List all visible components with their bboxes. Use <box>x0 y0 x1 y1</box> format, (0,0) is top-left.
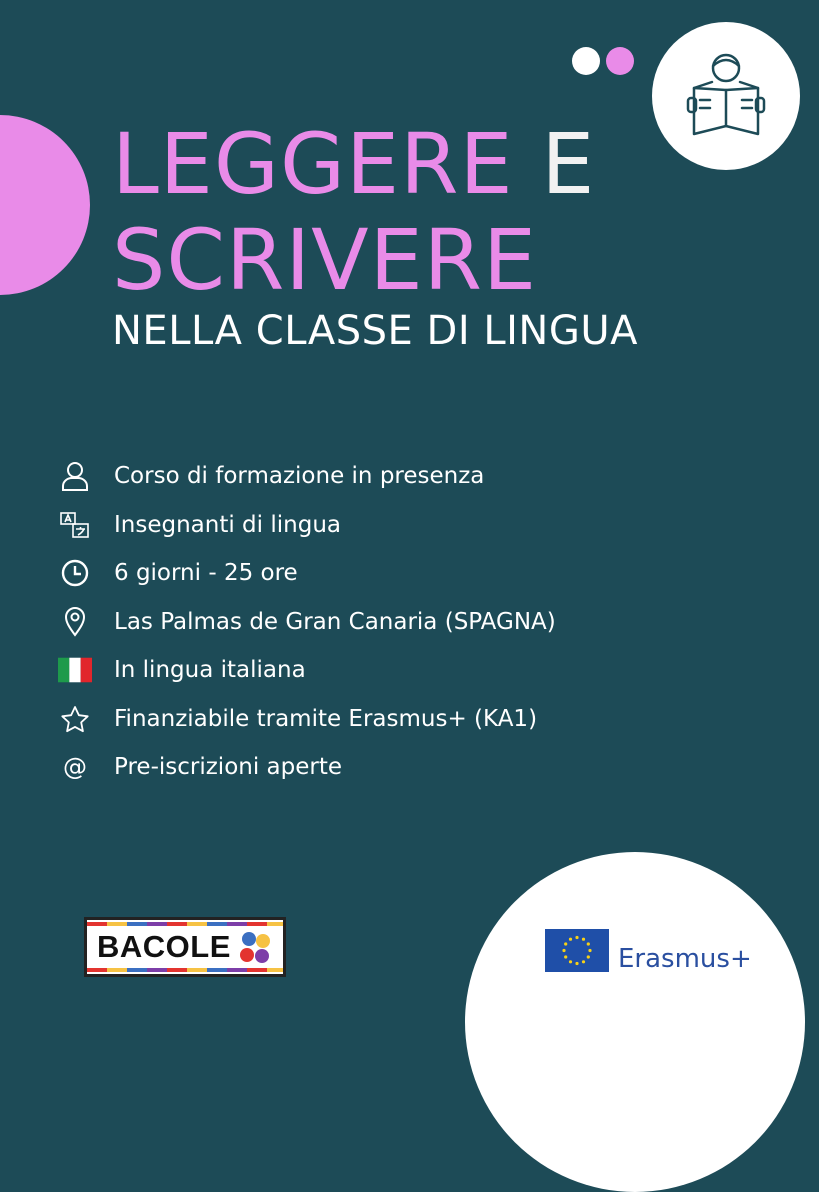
title-line-1 <box>112 115 596 213</box>
bacole-logo <box>84 917 286 977</box>
location-pin-icon <box>58 607 92 637</box>
title-e: E <box>541 115 596 213</box>
at-icon <box>58 752 92 782</box>
feature-text: Las Palmas de Gran Canaria (SPAGNA) <box>114 608 556 635</box>
bacole-logo-text: BACOLE <box>97 929 231 964</box>
svg-text:@: @ <box>63 753 87 782</box>
eu-flag-icon <box>545 929 609 972</box>
list-item <box>58 501 556 550</box>
decorative-dot-pink <box>606 47 634 75</box>
list-item <box>58 695 556 744</box>
feature-text: In lingua italiana <box>114 657 306 684</box>
reading-person-badge <box>652 22 800 170</box>
list-item <box>58 549 556 598</box>
title-leggere: LEGGERE <box>112 115 514 213</box>
star-icon <box>58 704 92 734</box>
feature-text: Finanziabile tramite Erasmus+ (KA1) <box>114 705 538 732</box>
erasmus-badge-background <box>465 852 805 1192</box>
subtitle: NELLA CLASSE DI LINGUA <box>112 308 638 354</box>
feature-text: Insegnanti di lingua <box>114 511 341 538</box>
title-line-2: SCRIVERE <box>112 211 538 309</box>
translate-icon <box>58 510 92 540</box>
bacole-logo-stripe-top <box>87 922 283 926</box>
clock-icon <box>58 558 92 588</box>
feature-list <box>58 452 556 792</box>
list-item <box>58 743 556 792</box>
feature-text: Corso di formazione in presenza <box>114 463 485 490</box>
erasmus-logo-text: Erasmus+ <box>618 944 752 974</box>
reading-book-icon <box>684 52 768 142</box>
person-icon <box>58 461 92 491</box>
italy-flag-icon <box>58 655 92 685</box>
decorative-dot-white <box>572 47 600 75</box>
decorative-half-circle <box>0 115 90 295</box>
feature-text: 6 giorni - 25 ore <box>114 560 298 587</box>
list-item <box>58 598 556 647</box>
list-item <box>58 452 556 501</box>
feature-text: Pre-iscrizioni aperte <box>114 754 343 781</box>
bacole-logo-stripe-bottom <box>87 968 283 972</box>
bacole-flower-icon <box>235 927 275 967</box>
list-item <box>58 646 556 695</box>
